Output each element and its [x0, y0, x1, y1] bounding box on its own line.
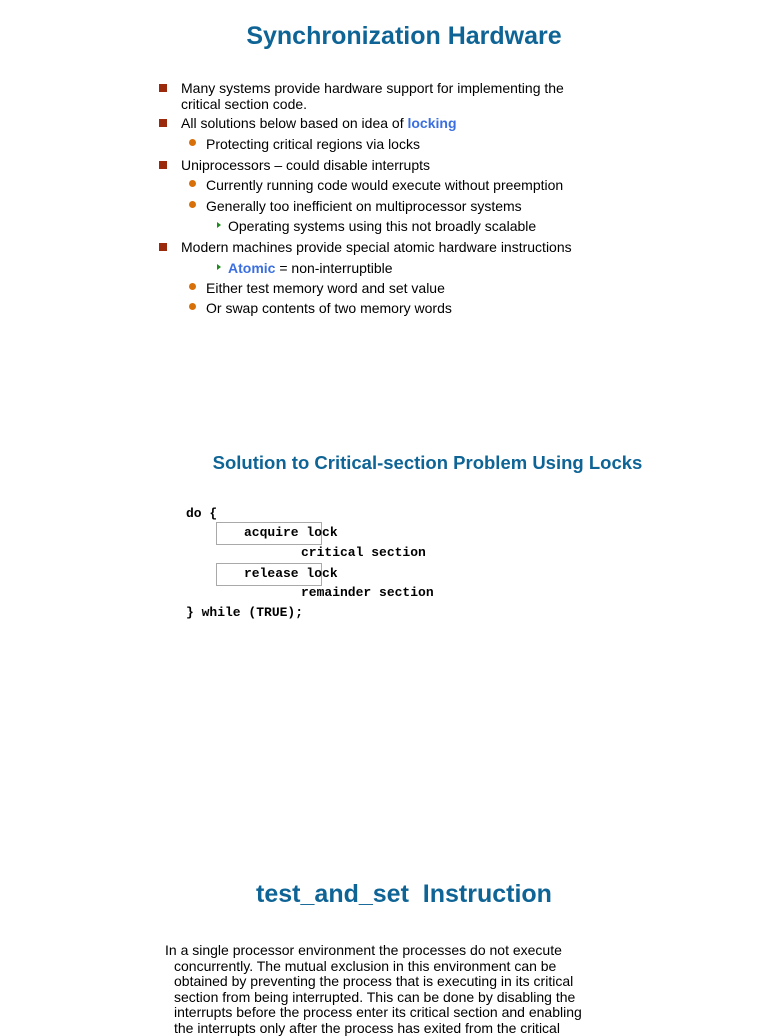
bullet-text: Currently running code would execute without preemption [206, 177, 563, 193]
square-bullet-icon [159, 243, 167, 251]
bullet-item [181, 81, 564, 112]
code-line: critical section [301, 543, 426, 563]
accent-text: Atomic [228, 260, 275, 276]
triangle-bullet-icon [217, 222, 221, 228]
bullet-text: Protecting critical regions via locks [206, 136, 420, 152]
code-line: } while (TRUE); [186, 603, 303, 623]
triangle-bullet-icon [217, 264, 221, 270]
circle-bullet-icon [189, 303, 196, 310]
bullet-text: Or swap contents of two memory words [206, 300, 452, 316]
bullet-text: Either test memory word and set value [206, 280, 445, 296]
paragraph-line: interrupts before the process enter its critical section and enabling [165, 1005, 605, 1021]
bullet-item [206, 178, 563, 194]
circle-bullet-icon [189, 283, 196, 290]
bullet-text: critical section code. [181, 97, 564, 113]
bullet-item [206, 137, 420, 153]
bullet-item [228, 261, 393, 277]
code-line: release lock [244, 564, 338, 584]
bullet-item [181, 116, 457, 132]
bullet-text: Modern machines provide special atomic hardware instructions [181, 239, 572, 255]
paragraph-line: In a single processor environment the processes do not execute [165, 943, 605, 959]
bullet-text: Operating systems using this not broadly scalable [228, 218, 536, 234]
bullet-text: = non-interruptible [275, 260, 392, 276]
slide-title-test-and-set: test_and_set Instruction [0, 880, 768, 909]
square-bullet-icon [159, 119, 167, 127]
circle-bullet-icon [189, 180, 196, 187]
bullet-item [206, 281, 445, 297]
accent-text: locking [407, 115, 456, 131]
paragraph-line: the interrupts only after the process has exited from the critical [165, 1021, 605, 1036]
bullet-text: All solutions below based on idea of [181, 115, 407, 131]
bullet-text: Many systems provide hardware support for implementing the [181, 81, 564, 97]
code-line: remainder section [301, 583, 434, 603]
bullet-item [181, 158, 430, 174]
slide-title-synchronization-hardware: Synchronization Hardware [0, 22, 768, 51]
bullet-text: Generally too inefficient on multiprocessor systems [206, 198, 522, 214]
circle-bullet-icon [189, 201, 196, 208]
code-line: do { [186, 504, 217, 524]
paragraph-line: obtained by preventing the process that is executing in its critical [165, 974, 605, 990]
paragraph-line: section from being interrupted. This can be done by disabling the [165, 990, 605, 1006]
bullet-item [181, 240, 572, 256]
slide-title-locks-solution: Solution to Critical-section Problem Using Locks [0, 452, 768, 474]
bullet-item [228, 219, 536, 235]
code-line: acquire lock [244, 523, 338, 543]
square-bullet-icon [159, 161, 167, 169]
paragraph [165, 943, 605, 1036]
bullet-item [206, 301, 452, 317]
circle-bullet-icon [189, 139, 196, 146]
bullet-text: Uniprocessors – could disable interrupts [181, 157, 430, 173]
bullet-item [206, 199, 522, 215]
paragraph-line: concurrently. The mutual exclusion in this environment can be [165, 959, 605, 975]
square-bullet-icon [159, 84, 167, 92]
